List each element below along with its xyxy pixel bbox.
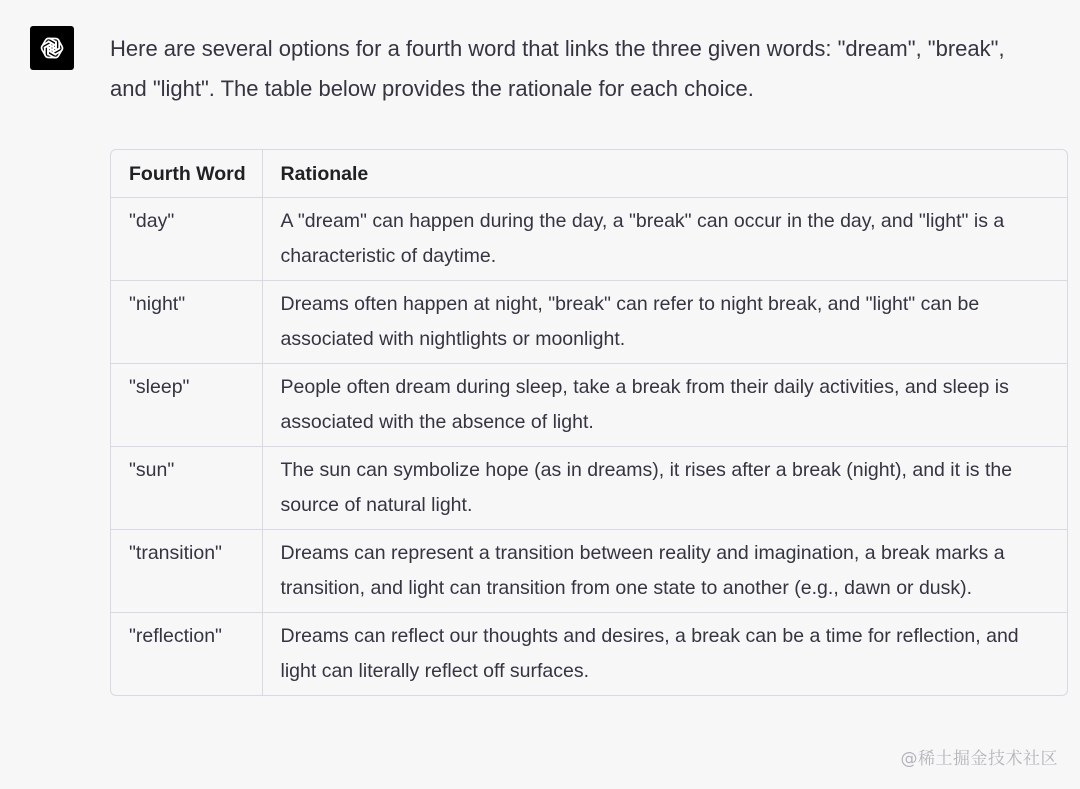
word-cell: "day" (111, 198, 262, 281)
rationale-cell: A "dream" can happen during the day, a "break" can occur in the day, and "light" is a characteristic of daytime. (262, 198, 1067, 281)
rationale-cell: Dreams can reflect our thoughts and desires, a break can be a time for reflection, and light can literally reflect off surfaces. (280, 625, 1019, 682)
assistant-avatar (30, 26, 74, 70)
table-row (111, 281, 1067, 364)
table-row (111, 364, 1067, 447)
rationale-table (110, 149, 1068, 696)
table-row (111, 530, 1067, 613)
rationale-cell: Dreams can represent a transition between reality and imagination, a break marks a transition, and light can transition from one state to another (e.g., dawn or dusk). (262, 530, 1067, 613)
table-row (111, 613, 1067, 696)
table-row (111, 447, 1067, 530)
watermark: @稀土掘金技术社区 (900, 749, 1058, 769)
openai-logo-icon (36, 32, 68, 64)
word-cell: "sun" (111, 447, 262, 530)
word-cell: "sleep" (111, 364, 262, 447)
word-cell: "reflection" (111, 613, 262, 696)
rationale-cell: People often dream during sleep, take a break from their daily activities, and sleep is associated with the absence of light. (262, 364, 1067, 447)
column-header-fourth-word: Fourth Word (111, 150, 262, 198)
word-cell: "transition" (111, 530, 262, 613)
column-header-rationale: Rationale (262, 150, 1067, 198)
table-header-row (111, 150, 1067, 198)
rationale-cell: The sun can symbolize hope (as in dreams), it rises after a break (night), and it is the source of natural light. (262, 447, 1067, 530)
table-row (111, 198, 1067, 281)
word-cell: "night" (111, 281, 262, 364)
assistant-message-text: Here are several options for a fourth word that links the three given words: "dream", "break", and "light". The table below provides the rationale for each choice. (110, 36, 1005, 101)
rationale-cell: Dreams often happen at night, "break" can refer to night break, and "light" can be associated with nightlights or moonlight. (262, 281, 1067, 364)
